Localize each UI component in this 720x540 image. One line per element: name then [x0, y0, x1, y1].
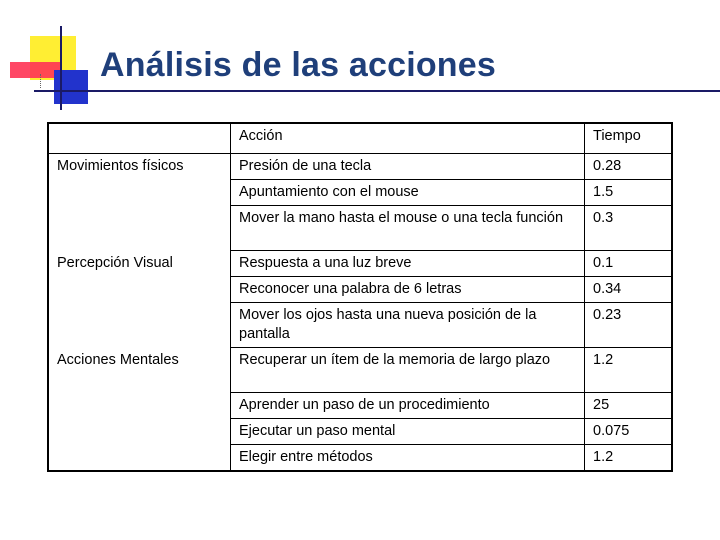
table-row — [48, 154, 672, 180]
time-cell: 0.28 — [585, 154, 673, 180]
category-cell — [48, 393, 231, 419]
category-cell — [48, 445, 231, 472]
decorative-red-bar — [10, 62, 60, 78]
category-cell — [48, 277, 231, 303]
category-cell: Acciones Mentales — [48, 348, 231, 393]
header-action: Acción — [231, 123, 585, 154]
category-cell — [48, 206, 231, 251]
action-cell: Mover la mano hasta el mouse o una tecla función — [231, 206, 585, 251]
action-cell: Recuperar un ítem de la memoria de largo plazo — [231, 348, 585, 393]
action-cell: Aprender un paso de un procedimiento — [231, 393, 585, 419]
table-row — [48, 303, 672, 348]
time-cell: 0.23 — [585, 303, 673, 348]
category-cell — [48, 419, 231, 445]
action-cell: Presión de una tecla — [231, 154, 585, 180]
time-cell: 1.2 — [585, 445, 673, 472]
time-cell: 0.3 — [585, 206, 673, 251]
action-cell: Apuntamiento con el mouse — [231, 180, 585, 206]
time-cell: 0.075 — [585, 419, 673, 445]
header-time: Tiempo — [585, 123, 673, 154]
table-row — [48, 251, 672, 277]
decorative-vertical-line — [60, 26, 62, 110]
table-row — [48, 445, 672, 472]
action-cell: Respuesta a una luz breve — [231, 251, 585, 277]
table-row — [48, 206, 672, 251]
slide-title: Análisis de las acciones — [100, 46, 496, 84]
table-row — [48, 180, 672, 206]
action-cell: Reconocer una palabra de 6 letras — [231, 277, 585, 303]
table-row — [48, 348, 672, 393]
decorative-dotted-mark — [40, 74, 51, 88]
table-row — [48, 393, 672, 419]
time-cell: 0.34 — [585, 277, 673, 303]
decorative-horizontal-line — [34, 90, 720, 92]
actions-table — [47, 122, 673, 472]
time-cell: 0.1 — [585, 251, 673, 277]
table-row — [48, 277, 672, 303]
action-cell: Ejecutar un paso mental — [231, 419, 585, 445]
category-cell: Percepción Visual — [48, 251, 231, 277]
time-cell: 1.2 — [585, 348, 673, 393]
action-cell: Elegir entre métodos — [231, 445, 585, 472]
time-cell: 25 — [585, 393, 673, 419]
table-header-row — [48, 123, 672, 154]
action-cell: Mover los ojos hasta una nueva posición de la pantalla — [231, 303, 585, 348]
category-cell — [48, 303, 231, 348]
category-cell: Movimientos físicos — [48, 154, 231, 180]
category-cell — [48, 180, 231, 206]
time-cell: 1.5 — [585, 180, 673, 206]
header-category — [48, 123, 231, 154]
table-row — [48, 419, 672, 445]
